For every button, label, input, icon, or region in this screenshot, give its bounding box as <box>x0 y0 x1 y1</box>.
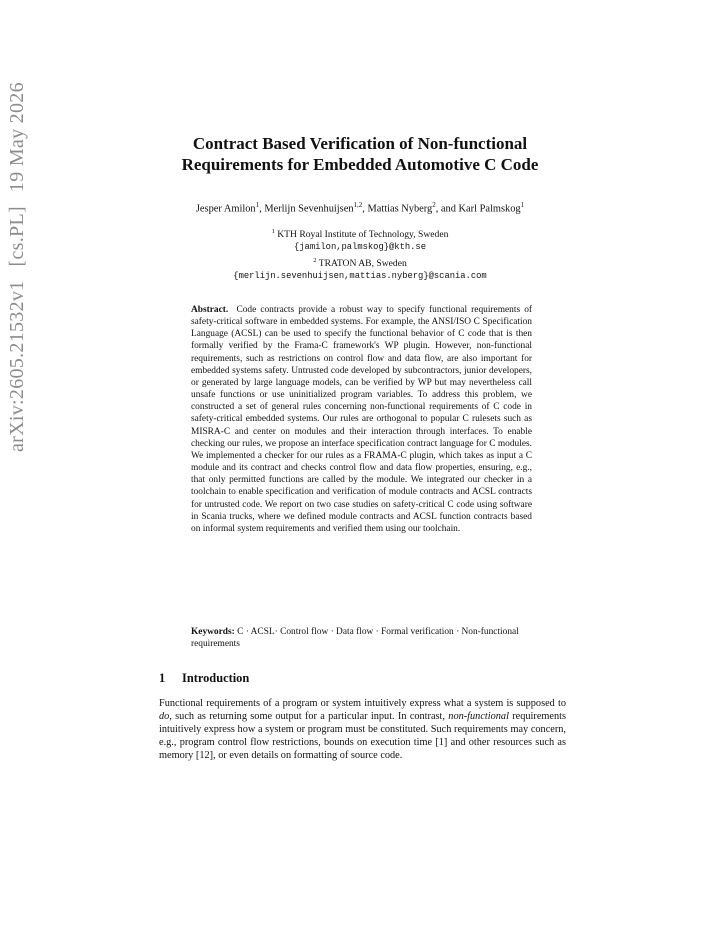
arxiv-identifier <box>6 68 29 452</box>
section-heading-introduction <box>159 671 249 686</box>
keywords-label: Keywords: <box>191 627 235 637</box>
arxiv-date: 19 May 2026 <box>6 82 28 193</box>
introduction-paragraph: Functional requirements of a program or system intuitively express what a system is supposed to do, such as returning some output for a particular input. In contrast, non-functional requirements intuitively express how a system or program must be constituted. Such requirements may concern, e.g., program control flow restrictions, bounds on execution time [1] and other resources such as memory [12], or even details on formatting of source code. <box>159 698 566 762</box>
abstract-text: Code contracts provide a robust way to specify functional requirements of safety-critical software in embedded systems. For example, the ANSI/ISO C Specification Language (ACSL) can be used to specify the functional behavior of C code that is then formally verified by the Frama-C framework's WP plugin. However, non-functional requirements, such as restrictions on control flow and data flow, are also important for embedded systems safety. Untrusted code developed by subcontractors, junior developers, or generated by large language models, can be verified by WP but may nevertheless call unsafe functions or use uninitialized program variables. To address this problem, we constructed a set of general rules concerning non-functional requirements of C code in safety-critical embedded systems. Our rules are orthogonal to popular C rulesets such as MISRA-C and center on modules and their interaction through interfaces. To enable checking our rules, we propose an interface specification contract language for C modules. We implemented a checker for our rules as a FRAMA-C plugin, which takes as input a C module and its contract and checks control flow and data flow properties, ensuring, e.g., that only permitted functions are called by the module. We integrated our checker in a toolchain to enable specification and verification of module contracts and ACSL contracts for untrusted code. We report on two case studies on safety-critical C code using software in Scania trucks, where we defined module contracts and ACSL function contracts based on informal system requirements and verified them using our toolchain. <box>191 305 533 534</box>
abstract <box>191 304 532 535</box>
author-3: Mattias Nyberg <box>367 203 433 215</box>
author-2-affil: 1,2 <box>353 201 363 209</box>
section-number: 1 <box>159 671 166 685</box>
author-list: Jesper Amilon$^1$, Merlijn Sevenhuijsen$^{1,2}$, Mattias Nyberg$^2$, and Karl Palmskog$^1$ <box>195 201 525 215</box>
emphasis-do: do <box>159 711 170 723</box>
paper-title <box>130 133 590 175</box>
author-2: Merlijn Sevenhuijsen <box>264 203 354 215</box>
arxiv-category: [cs.PL] <box>6 206 28 267</box>
affiliation-1: $^1$ KTH Royal Institute of Technology, Sweden <box>271 228 449 241</box>
keywords <box>191 626 532 650</box>
author-3-affil: 2 <box>432 201 436 209</box>
section-title: Introduction <box>182 671 250 685</box>
arxiv-id: arXiv:2605.21532v1 <box>6 280 28 452</box>
author-1-affil: 1 <box>255 201 260 209</box>
affiliation-2: $^2$ TRATON AB, Sweden <box>313 257 407 270</box>
affiliation-1-email: {jamilon,palmskog}@kth.se <box>294 242 426 253</box>
author-4: Karl Palmskog <box>458 203 521 215</box>
affiliation-2-email: {merlijn.sevenhuijsen,mattias.nyberg}@scania.com <box>233 271 487 282</box>
title-line-1: Contract Based Verification of Non-functional <box>192 134 528 153</box>
title-line-2: Requirements for Embedded Automotive C Code <box>181 155 539 174</box>
author-4-affil: 1 <box>520 201 525 209</box>
emphasis-non-functional: non-functional <box>448 711 509 723</box>
affiliations <box>160 225 560 283</box>
author-1: Jesper Amilon <box>195 203 256 215</box>
keywords-text: C · ACSL· Control flow · Data flow · Formal verification · Non-functional requirements <box>191 627 519 650</box>
abstract-label: Abstract. <box>191 305 229 315</box>
